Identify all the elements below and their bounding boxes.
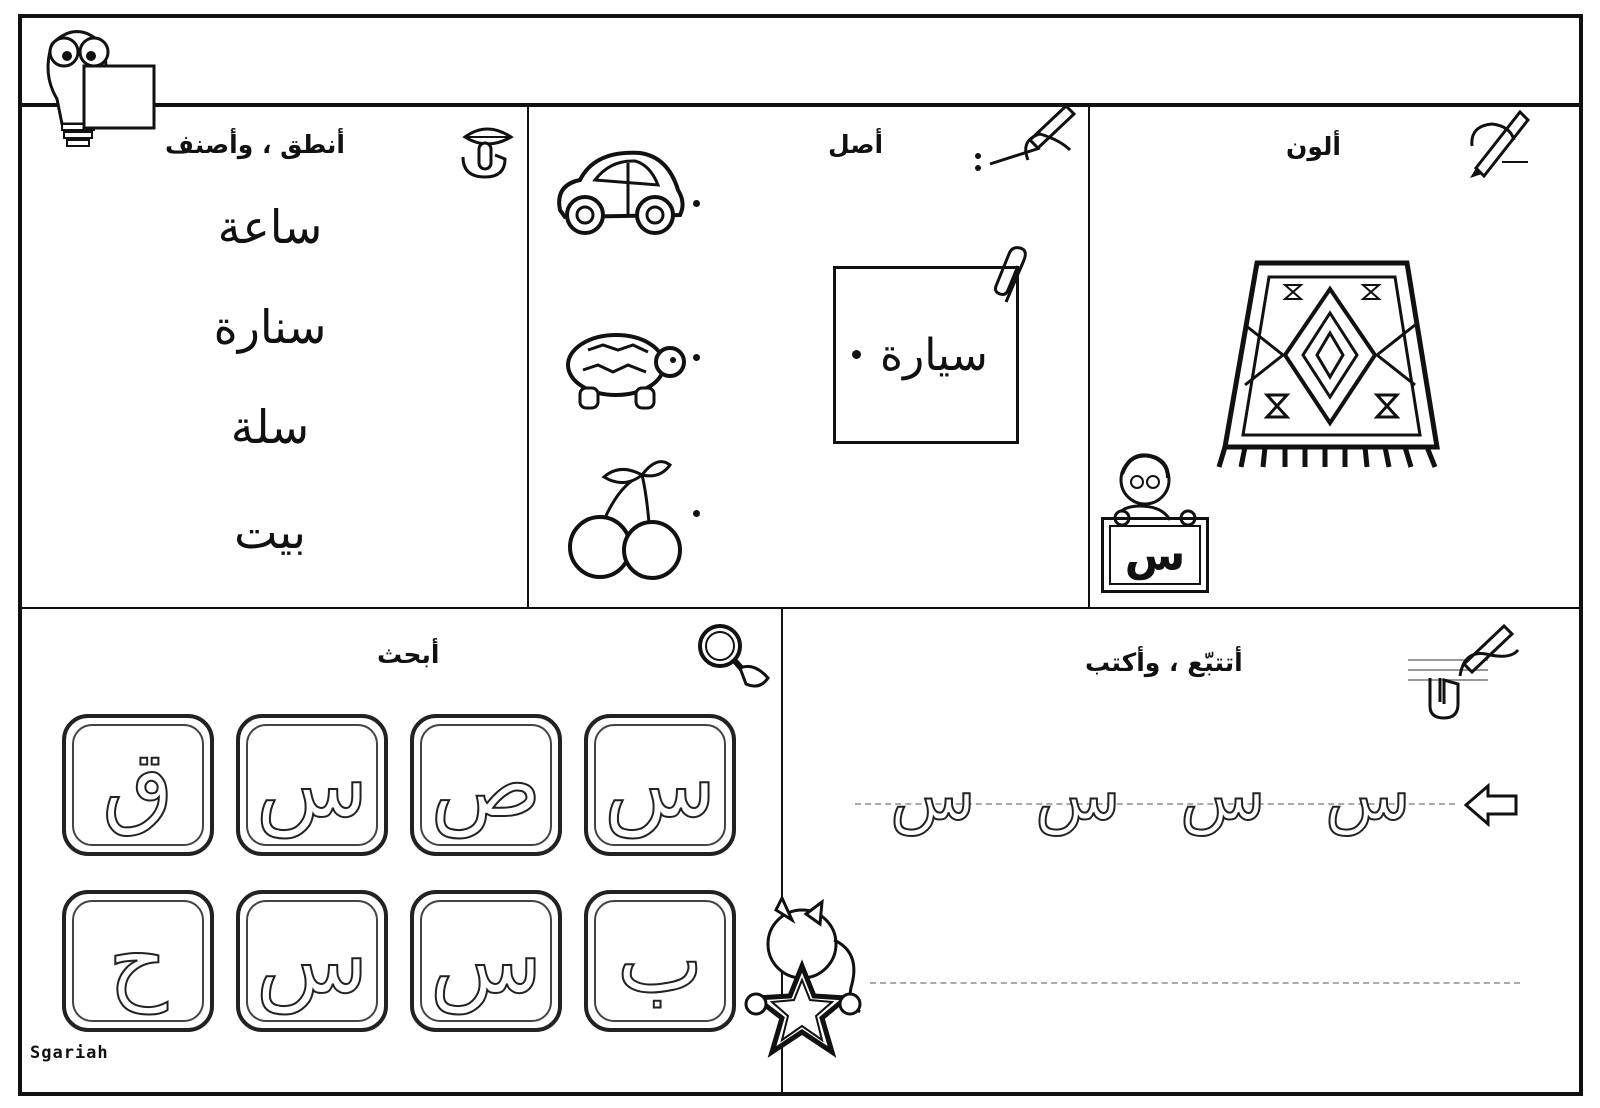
- letter-tile[interactable]: [236, 714, 388, 856]
- trace-heading: أتتبّع ، وأكتب: [1085, 648, 1243, 677]
- column-divider: [527, 106, 529, 608]
- pencil-line-icon: [970, 100, 1080, 180]
- pronounce-heading: أنطق ، وأصنف: [165, 130, 345, 159]
- credit-label: Sgariah: [30, 1043, 109, 1063]
- word-item: بيت: [234, 505, 306, 559]
- tile-letter: س: [429, 907, 543, 1014]
- connect-dot[interactable]: [693, 510, 700, 517]
- letter-tile[interactable]: [410, 714, 562, 856]
- search-heading: أبحث: [377, 640, 440, 669]
- writing-line[interactable]: [870, 982, 1520, 984]
- word-item: سلة: [230, 400, 310, 454]
- trace-letter[interactable]: س: [1035, 754, 1121, 836]
- letter-tile[interactable]: [410, 890, 562, 1032]
- color-heading: ألون: [1286, 132, 1341, 161]
- connect-dot[interactable]: [693, 200, 700, 207]
- child-mascot-icon: [1110, 448, 1200, 528]
- cherry-picture: [562, 455, 692, 580]
- connect-heading: أصل: [828, 130, 884, 159]
- tile-letter: س: [255, 731, 369, 838]
- paperclip-icon: [992, 246, 1034, 308]
- connect-dot[interactable]: [693, 354, 700, 361]
- writing-hand-icon: [1400, 620, 1520, 720]
- lips-finger-icon: [455, 115, 520, 180]
- trace-letter[interactable]: س: [1325, 754, 1411, 836]
- row-divider: [20, 607, 1581, 609]
- tile-letter: ق: [102, 731, 174, 838]
- letter-tile[interactable]: [584, 714, 736, 856]
- tile-letter: ص: [430, 731, 542, 838]
- word-item: سنارة: [213, 300, 327, 354]
- connect-dot[interactable]: [852, 350, 861, 359]
- word-item: ساعة: [217, 200, 323, 254]
- tile-letter: ب: [616, 907, 704, 1014]
- rug-picture: [1205, 255, 1455, 480]
- start-arrow-icon: [1462, 782, 1520, 828]
- letter-tile[interactable]: [62, 890, 214, 1032]
- tile-letter: ح: [108, 907, 168, 1014]
- header-divider: [18, 103, 1583, 107]
- connect-word: سيارة: [880, 330, 988, 381]
- trace-letter[interactable]: س: [890, 754, 976, 836]
- letter-tile[interactable]: [584, 890, 736, 1032]
- tile-letter: س: [255, 907, 369, 1014]
- tile-letter: س: [603, 731, 717, 838]
- magnifier-icon: [694, 622, 774, 692]
- star-girl-mascot-icon: [742, 892, 872, 1064]
- letter-sign: [1101, 517, 1209, 593]
- sign-letter: س: [1124, 530, 1186, 581]
- turtle-picture: [558, 320, 688, 415]
- column-divider: [1088, 106, 1090, 608]
- lightbulb-mascot-icon: [22, 14, 162, 154]
- crayon-hand-icon: [1462, 96, 1532, 181]
- letter-tile[interactable]: [236, 890, 388, 1032]
- trace-letter[interactable]: س: [1180, 754, 1266, 836]
- car-picture: [550, 145, 690, 240]
- letter-tile[interactable]: [62, 714, 214, 856]
